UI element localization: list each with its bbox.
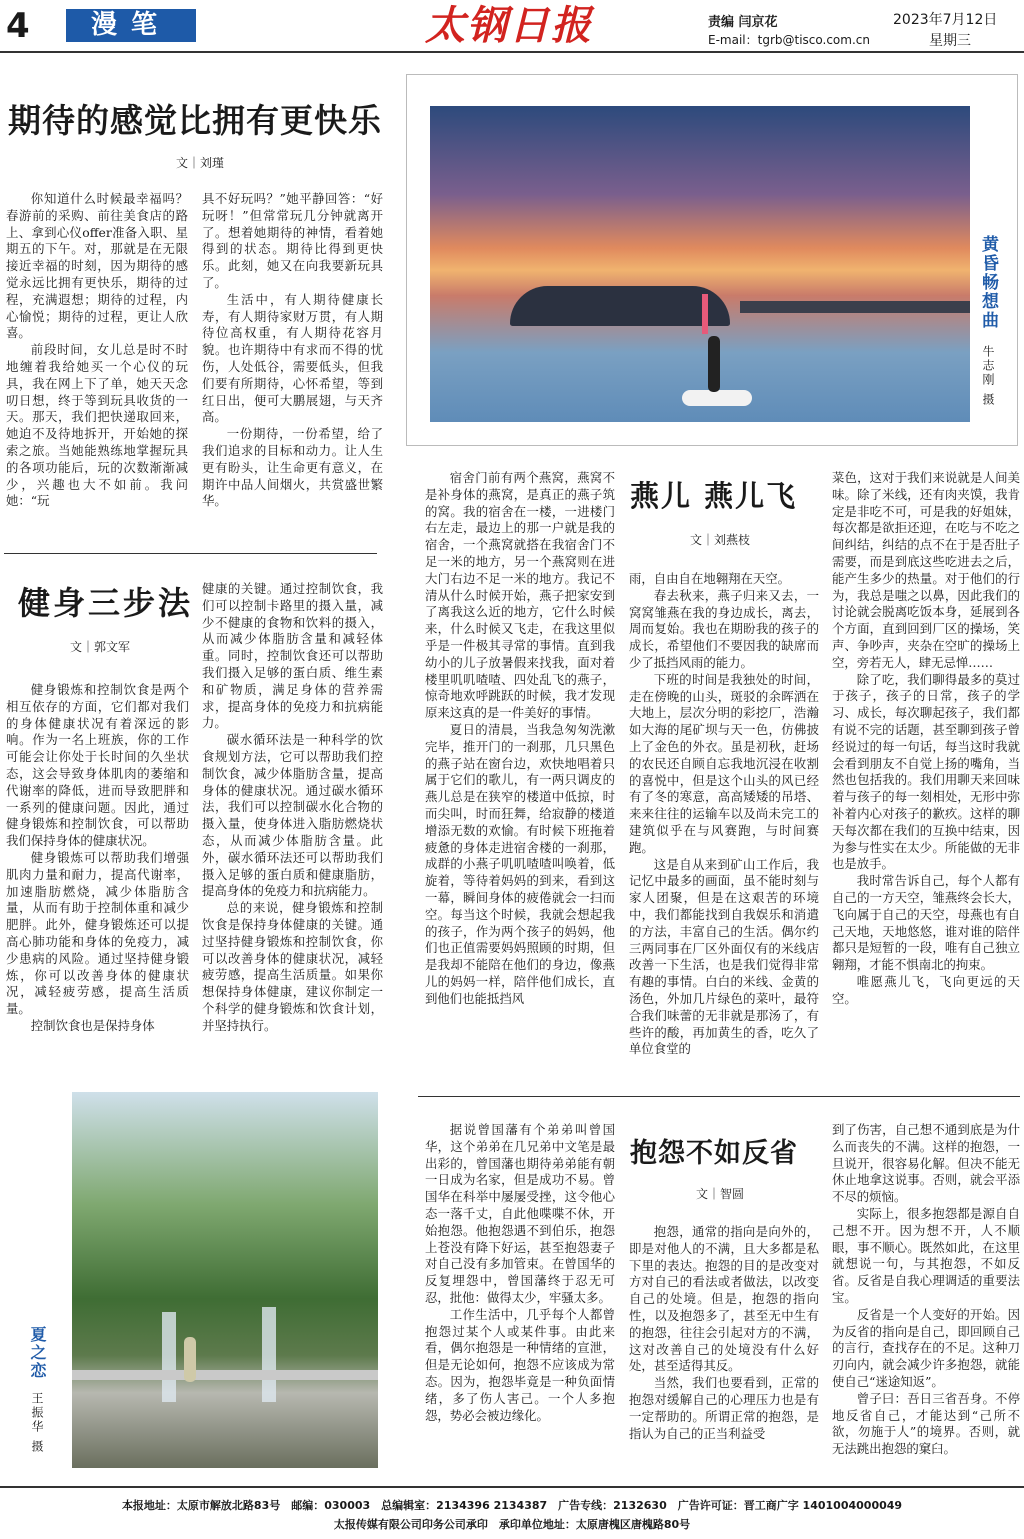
paragraph: 宿舍门前有两个燕窝，燕窝不是补身体的燕窝，是真正的燕子筑的窝。我的宿舍在一楼，一进楼门右左走，最边上的那一户就是我的宿舍，一个燕窝就搭在我宿舍门不足一米的地方，另一个燕窝则在进大门右边不足一米的地方。我记不清从什么时候开始，燕子把家安到了离我这么近的地方，它什么时候来，什么时候又飞走，在我这里似乎是一件极其寻常的事情。直到我幼小的儿子放暑假来找我，面对着楼里叽叽喳喳、四处乱飞的燕子，惊奇地欢呼跳跃的时候，我才发现原来这真的是一件美好的事情。 [425, 470, 615, 721]
paragraph: 前段时间，女儿总是时不时地缠着我给她买一个心仪的玩具，我在网上下了单，她天天念叨日想，终于等到玩具收货的一天。那天，我们把快递取回来，她迫不及待地拆开，开始她的探索之旅。当她能熟练地掌握玩具的各项功能后，玩的次数渐渐减少，兴趣也大不如前。我问她：“玩 [6, 342, 188, 509]
photo-caption: 黄昏畅想曲 [978, 235, 998, 330]
paragraph: 雨，自由自在地翱翔在天空。 [629, 571, 791, 586]
photo-credit: 牛志刚 摄 [981, 345, 995, 407]
paragraph: 健身锻炼和控制饮食是两个相互依存的方面，它们都对我们的身体健康状况有着深远的影响。作为一名上班族，你的工作可能会让你处于长时间的久坐状态，这会导致身体肌肉的萎缩和代谢率的降低，进而导致肥胖和一系列的健康问题。因此，通过健身锻炼和控制饮食，可以帮助我们保持身体的健康状况。 [6, 682, 189, 849]
paragraph: 健康的关键。通过控制饮食，我们可以控制卡路里的摄入量，减少不健康的食物和饮料的摄入，从而减少体脂肪含量和减轻体重。同时，控制饮食还可以帮助我们摄入足够的蛋白质、维生素和矿物质，满足身体的营养需求，提高身体的免疫力和抗病能力。 [202, 581, 383, 731]
issue-date: 2023年7月12日 [893, 12, 998, 28]
paragraph: 除了吃，我们聊得最多的莫过于孩子，孩子的日常，孩子的学习、成长，每次聊起孩子，我们都有说不完的话题，甚至聊到孩子曾经说过的每一句话，每当这时我就会看到朋友不自觉上扬的嘴角，当然也包括我的。我们用聊天来回味着与孩子的每一刻相处，无形中弥补着内心对孩子的歉疚。这样的聊天每次都在我们的互换中结束，因为参与性实在太少。所能做的无非也是放手。 [832, 671, 1020, 872]
sunset-paddleboard-photo [430, 106, 970, 422]
article-byline: 文｜刘瑾 [175, 156, 224, 170]
paragraph: 下班的时间是我独处的时间，走在傍晚的山头，斑驳的余晖洒在大地上，层次分明的彩挖厂，浩瀚如大海的尾矿坝与天一色，仿佛披上了金色的外衣。虽是初秋，赶场的农民还自顾自忘我地沉浸在收割的喜悦中，但是这个山头的风已经有了冬的寒意，高高矮矮的吊塔、来来往往的运输车以及尚未完工的建筑似乎在与风赛跑，与时间赛跑。 [629, 671, 819, 855]
editor-email: E-mail：tgrb@tisco.com.cn [708, 33, 870, 47]
article-title: 期待的感觉比拥有更快乐 [8, 101, 382, 140]
photo-caption: 夏之恋 [28, 1326, 47, 1380]
paragraph: 抱怨，通常的指向是向外的，即是对他人的不满，且大多都是私下里的表达。抱怨的目的是改变对方对自己的看法或者做法，以改变自己的处境。但是，抱怨的指向性，以及抱怨多了，甚至无中生有的抱怨，往往会引起对方的不满，这对改善自己的处境没有什么好处，甚至适得其反。 [629, 1224, 819, 1374]
editor-label: 责编 闫京花 [708, 15, 778, 30]
paragraph: 一份期待，一份希望，给了我们追求的目标和动力。让人生更有盼头，让生命更有意义，在期许中品人间烟火，共赏盛世繁华。 [202, 426, 383, 509]
article-title: 抱怨不如反省 [630, 1138, 798, 1169]
paragraph: 我时常告诉自己，每个人都有自己的一方天空，雏燕终会长大，飞向属于自己的天空，母燕也有自己天地，天地悠悠，谁对谁的陪伴都只是短暂的一段，唯有自己独立翱翔，才能不惧南北的拘束。 [832, 873, 1020, 973]
article-byline: 文｜郭文军 [69, 640, 130, 654]
paragraph: 这是自从来到矿山工作后，我记忆中最多的画面，虽不能时刻与家人团聚，但是在这艰苦的环境中，我们都能找到自我娱乐和消遣的方法，丰富自己的生活。偶尔约三两同事在厂区外面仅有的米线店改善一下生活，也是我们觉得非常有趣的事情。白白的米线、金黄的汤色，外加几片绿色的菜叶，最符合我们味蕾的无非就是那汤了，有些许的酸，再加黄生的香，吃久了单位食堂的 [629, 856, 819, 1057]
paragraph: 当然，我们也要看到，正常的抱怨对缓解自己的心理压力也是有一定帮助的。所谓正常的抱怨，是指认为自己的正当利益受 [629, 1375, 819, 1441]
article-title: 燕儿 燕儿飞 [630, 479, 798, 513]
article-body-column [6, 682, 189, 1068]
footer-address: 本报地址：太原市解放北路83号 邮编：030003 总编辑室：2134396 2134387 广告专线：2132630 广告许可证：晋工商广字 1401004000049 [121, 1499, 903, 1512]
photo-credit: 王振华 摄 [30, 1392, 44, 1454]
paragraph: 健身锻炼可以帮助我们增强肌肉力量和耐力，提高代谢率，加速脂肪燃烧，减少体脂肪含量，从而有助于控制体重和减少肥胖。此外，健身锻炼还可以提高心肺功能和身体的免疫力，减少患病的风险。通过坚持健身锻炼，你可以改善身体的健康状况，减轻疲劳感，提高生活质量。 [6, 849, 189, 1017]
header-rule [0, 51, 1024, 53]
article-body-column [425, 1122, 615, 1474]
footer-printer: 太报传媒有限公司印务公司承印 承印单位地址：太原唐槐区唐槐路80号 [333, 1518, 691, 1531]
article-divider [4, 553, 377, 554]
paragraph: 生活中，有人期待健康长寿，有人期待家财万贯，有人期待位高权重，有人期待花容月貌。也许期待中有求而不得的忧伤，人处低谷，需要低头，但我们要有所期待，心怀希望，等到红日出，便可大鹏展翅，与天齐高。 [202, 291, 383, 425]
article-body-column [202, 581, 383, 1071]
paragraph: 夏日的清晨，当我急匆匆洗漱完毕，推开门的一刹那，几只黑色的燕子站在窗台边，欢快地唱着只属于它们的歌儿，有一两只调皮的燕儿总是在狭窄的楼道中低掠，时而尖叫，时而狂舞，给寂静的楼道增添无数的欢愉。有时候下班拖着疲惫的身体走进宿舍楼的一刹那，成群的小燕子叽叽喳喳叫唤着，低旋着，等待着妈妈的到来，看到这一幕，瞬间身体的疲倦就会一扫而空。每当这个时候，我就会想起我的孩子，作为两个孩子的妈妈，他们也正值需要妈妈照顾的时期，但是我却不能陪在他们的身边，像燕儿的妈妈一样，陪伴他们成长，直到他们也能抵挡风 [425, 721, 615, 1006]
paragraph: 菜色，这对于我们来说就是人间美味。除了米线，还有肉夹馍，我肯定是非吃不可，可是我的好姐妹，每次都是欲拒还迎，在吃与不吃之间纠结，纠结的点不在于是否肚子需要，而是到底这些吃进去之后，能产生多少的热量。对于他们的行为，我总是嗤之以鼻，因此我们的讨论就会脱离吃饭本身，延展到各个方面，直到回到厂区的操场，笑声、争吵声，夹杂在空旷的操场上空，旁若无人，肆无忌惮…… [832, 470, 1020, 670]
paragraph: 你知道什么时候最幸福吗？春游前的采购、前往美食店的路上、拿到心仪offer准备入职、星期五的下午。对，那就是在无限接近幸福的时刻，因为期待的感觉永远比拥有更快乐，期待的过程，充满遐想；期待的过程，内心愉悦；期待的过程，更让人欣喜。 [6, 191, 188, 341]
masthead: 太钢日报 [425, 2, 593, 49]
paragraph: 春去秋来，燕子归来又去，一窝窝雏燕在我的身边成长，离去，周而复始。我也在期盼我的孩子的成长，希望他们不要因我的缺席而少了抵挡风雨的能力。 [629, 587, 819, 670]
paragraph: 控制饮食也是保持身体 [30, 1017, 155, 1033]
article-body-column [832, 1122, 1020, 1474]
paragraph: 总的来说，健身锻炼和控制饮食是保持身体健康的关键。通过坚持健身锻炼和控制饮食，你可以改善身体的健康状况，减轻疲劳感，提高生活质量。如果你想保持身体健康，建议你制定一个科学的健身锻炼和饮食计划，并坚持执行。 [202, 900, 383, 1033]
paragraph: 碳水循环法是一种科学的饮食规划方法，它可以帮助我们控制饮食，减少体脂肪含量，提高身体的健康状况。通过碳水循环法，我们可以控制碳水化合物的摄入量，使身体进入脂肪燃烧状态，从而减少体脂肪含量。此外，碳水循环法还可以帮助我们摄入足够的蛋白质和健康脂肪，提高身体的免疫力和抗病能力。 [202, 732, 383, 899]
paragraph: 曾子曰：吾日三省吾身。不停地反省自己，才能达到“己所不欲，勿施于人”的境界。否则，就无法跳出抱怨的窠臼。 [832, 1390, 1020, 1457]
footer-rule [0, 1486, 1024, 1488]
article-body-column [629, 1224, 819, 1474]
paragraph: 唯愿燕儿飞，飞向更远的天空。 [832, 973, 1020, 1006]
paragraph: 具不好玩吗？”她平静回答：“好玩呀！”但常常玩几分钟就离开了。想着她期待的神情，看着她得到的状态。期待比得到更快乐。此刻，她又在向我要新玩具了。 [202, 191, 383, 290]
summer-park-photo [72, 1092, 378, 1468]
article-body-column [6, 191, 188, 531]
paragraph: 到了伤害，自己想不通到底是为什么而丧失的不满。这样的抱怨，一旦说开，很容易化解。但决不能无休止地拿这说事。否则，就会平添不尽的烦恼。 [832, 1122, 1020, 1205]
issue-weekday: 星期三 [929, 33, 971, 49]
paragraph: 实际上，很多抱怨都是源自自己想不开。因为想不开，人不顺眼，事不顺心。既然如此，在这里就想说一句，与其抱怨，不如反省。反省是自我心理调适的重要法宝。 [832, 1205, 1020, 1305]
article-byline: 文｜智圆 [695, 1187, 744, 1201]
article-body-column [425, 470, 615, 1084]
paragraph: 工作生活中，几乎每个人都曾抱怨过某个人或某件事。由此来看，偶尔抱怨是一种情绪的宣泄，但是无论如何，抱怨不应该成为常态。因为，抱怨毕竟是一种负面情绪，多了伤人害己。一个人多抱怨，势必会被边缘化。 [425, 1306, 615, 1423]
section-label: 漫笔 [66, 9, 196, 42]
paragraph: 反省是一个人变好的开始。因为反省的指向是自己，即回顾自己的言行，查找存在的不足。这种刀刃向内，就会减少许多抱怨，就能使自己“迷途知返”。 [832, 1306, 1020, 1389]
article-body-column [629, 571, 819, 1083]
article-body-column [202, 191, 383, 531]
article-body-column [832, 470, 1020, 1084]
article-byline: 文｜刘燕枝 [689, 533, 750, 547]
article-divider [418, 1096, 1020, 1097]
page-number: 4 [6, 6, 30, 46]
paragraph: 据说曾国藩有个弟弟叫曾国华，这个弟弟在几兄弟中文笔是最出彩的，曾国藩也期待弟弟能有朝一日成为名家，但是成功不易。曾国华在科举中屡屡受挫，这令他心态一落千丈，自此他喋喋不休，开始抱怨。他抱怨遇不到伯乐，抱怨上苍没有降下好运，甚至抱怨妻子对自己没有多加管束。在曾国华的反复埋怨中，曾国藩终于忍无可忍，批他：做得太少，牢骚太多。 [425, 1122, 615, 1305]
article-title: 健身三步法 [18, 584, 194, 622]
